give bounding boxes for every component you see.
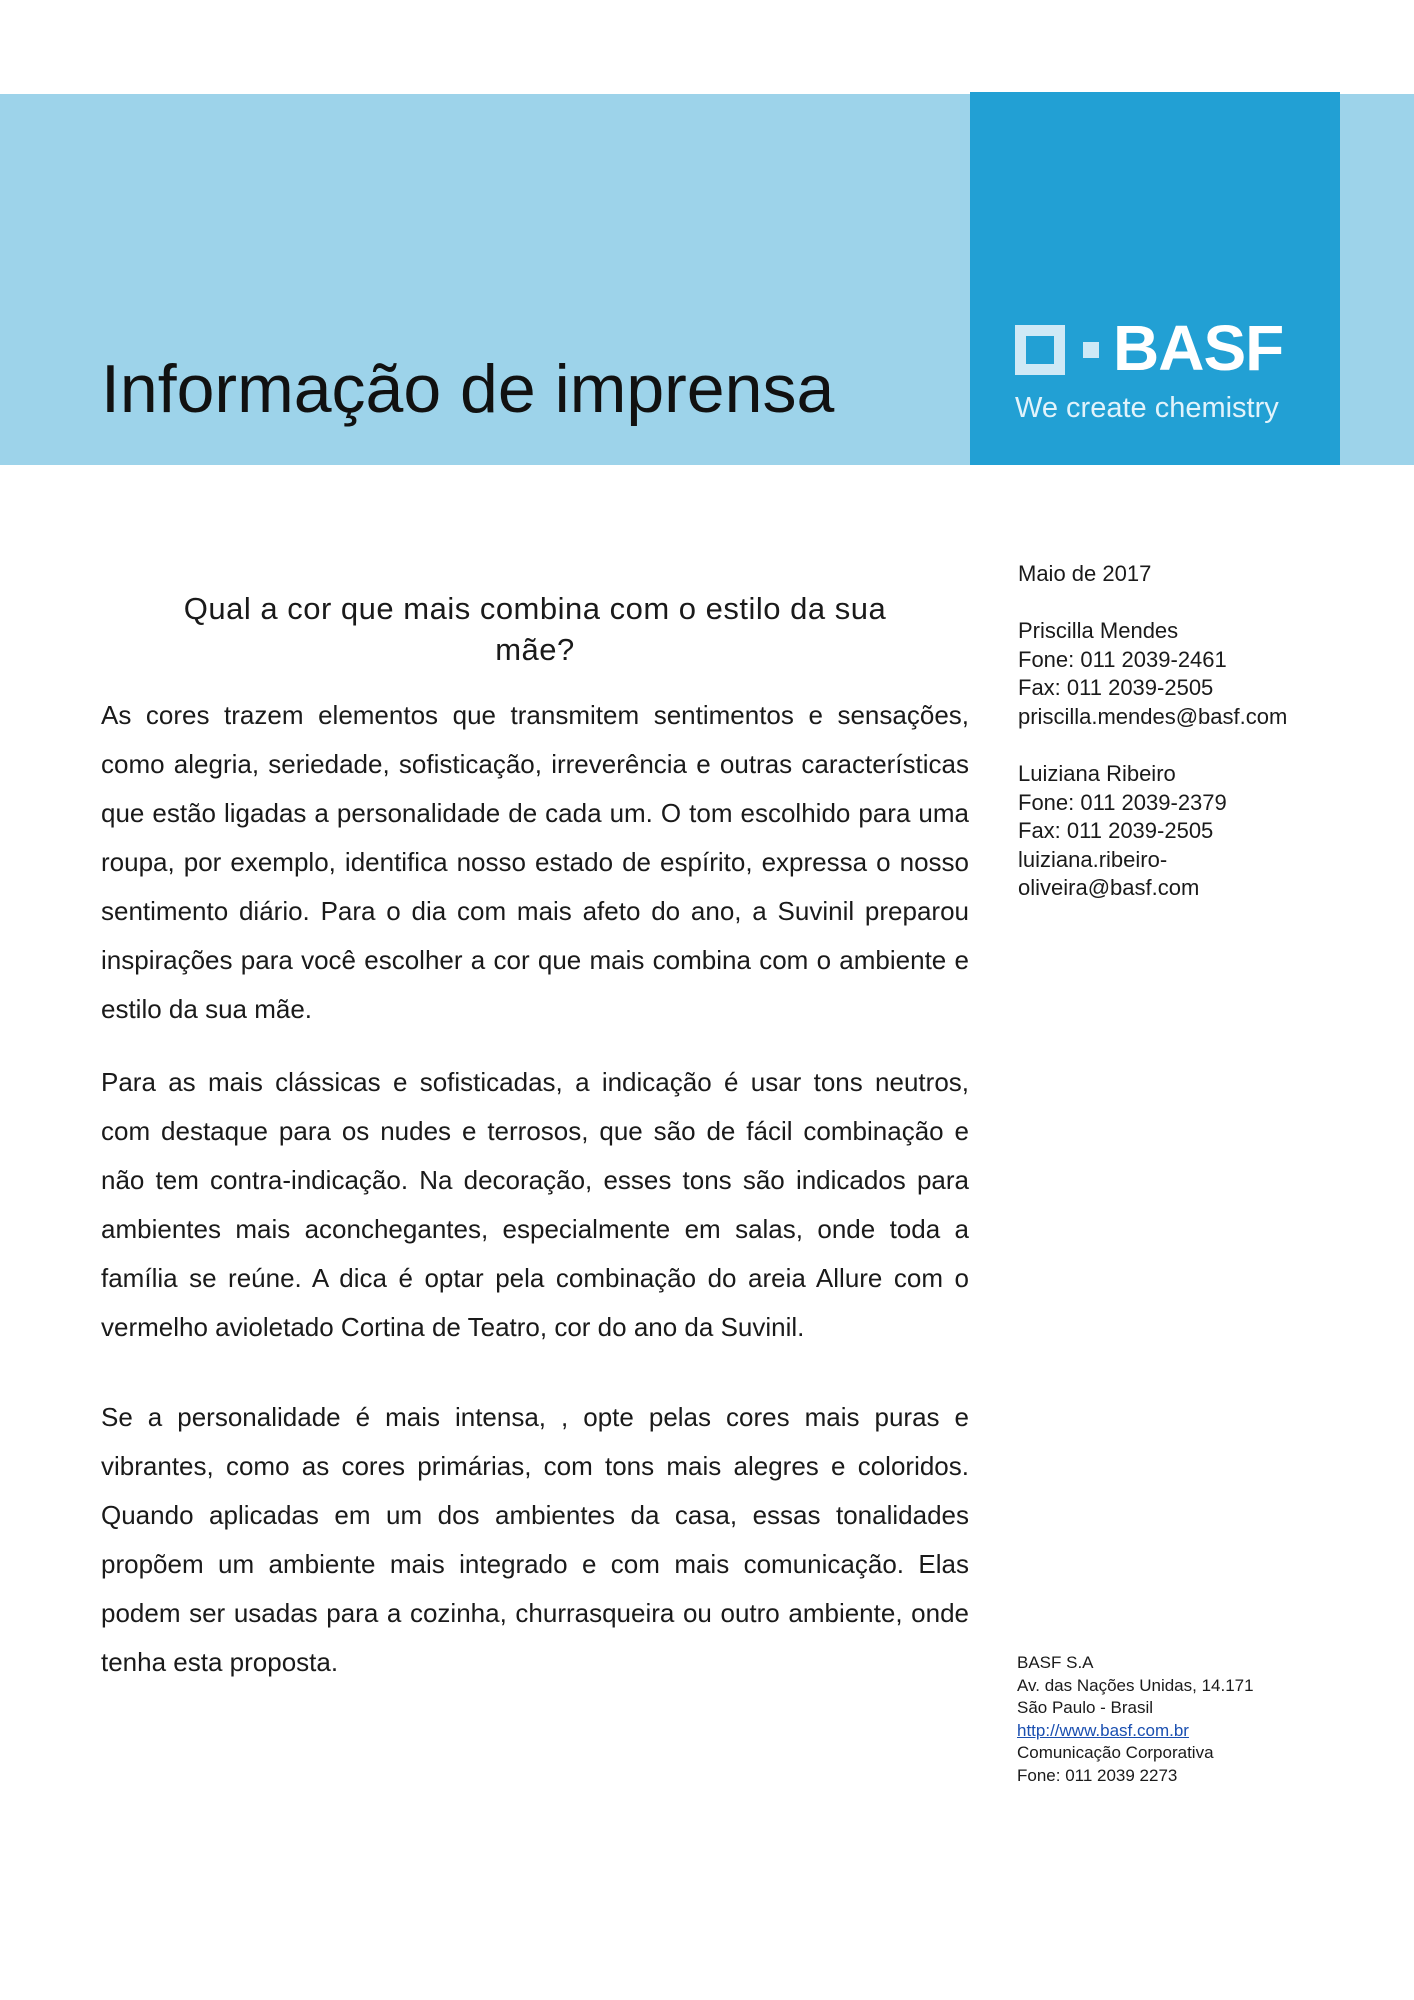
article-paragraph-2: Para as mais clássicas e sofisticadas, a indicação é usar tons neutros, com destaque para os nudes e terrosos, que são de fácil combinação e não tem contra-indicação. Na decoração, esses tons são indicados para ambientes mais aconchegantes, especialmente em salas, onde toda a família se reúne. A dica é optar pela combinação do areia Allure com o vermelho avioletado Cortina de Teatro, cor do ano da Suvinil. [101, 1067, 969, 1342]
basf-logo-box [970, 92, 1340, 465]
contact-email[interactable]: priscilla.mendes@basf.com [1018, 703, 1288, 729]
footer-address: Av. das Nações Unidas, 14.171 [1017, 1675, 1254, 1695]
logo-dot-icon [1083, 342, 1099, 358]
contact-phone: Fone: 011 2039-2461 [1018, 646, 1227, 672]
article-paragraph-1: As cores trazem elementos que transmitem sentimentos e sensações, como alegria, seriedade, sofisticação, irreverência e outras características que estão ligadas a personalidade de cada um. O tom escolhido para uma roupa, por exemplo, identifica nosso estado de espírito, expressa o nosso sentimento diário. Para o dia com mais afeto do ano, a Suvinil preparou inspirações para você escolher a cor que mais combina com o ambiente e estilo da sua mãe. [101, 700, 969, 1024]
article-headline: Qual a cor que mais combina com o estilo da sua mãe? [183, 591, 887, 667]
logo-wordmark: BASF [1113, 312, 1284, 384]
article-paragraph-3: Se a personalidade é mais intensa, , opte pelas cores mais puras e vibrantes, como as cores primárias, com tons mais alegres e coloridos. Quando aplicadas em um dos ambientes da casa, essas tonalidades propõem um ambiente mais integrado e com mais comunicação. Elas podem ser usadas para a cozinha, churrasqueira ou outro ambiente, onde tenha esta proposta. [101, 1402, 969, 1677]
logo-tagline: We create chemistry [1015, 392, 1279, 424]
contact-email-line-2[interactable]: oliveira@basf.com [1018, 875, 1200, 900]
footer-department: Comunicação Corporativa [1017, 1743, 1214, 1762]
contact-name: Priscilla Mendes [1018, 618, 1179, 643]
contact-fax: Fax: 011 2039-2505 [1018, 818, 1214, 843]
contact-fax: Fax: 011 2039-2505 [1018, 675, 1214, 700]
footer-company: BASF S.A [1017, 1653, 1094, 1672]
contact-name: Luiziana Ribeiro [1018, 761, 1176, 786]
footer-website-link[interactable]: http://www.basf.com.br [1017, 1720, 1189, 1740]
page-title: Informação de imprensa [101, 351, 835, 427]
footer-phone: Fone: 011 2039 2273 [1017, 1765, 1178, 1785]
basf-logo [1015, 312, 1305, 384]
contact-phone: Fone: 011 2039-2379 [1018, 789, 1227, 815]
article-body [101, 588, 969, 1687]
company-footer [1017, 1652, 1254, 1787]
footer-city: São Paulo - Brasil [1017, 1698, 1154, 1717]
contact-card-1 [1018, 617, 1287, 731]
contact-card-2 [1018, 760, 1227, 903]
contact-email-line-1[interactable]: luiziana.ribeiro- [1018, 846, 1168, 872]
release-date: Maio de 2017 [1018, 561, 1152, 586]
logo-square-icon [1015, 325, 1065, 375]
